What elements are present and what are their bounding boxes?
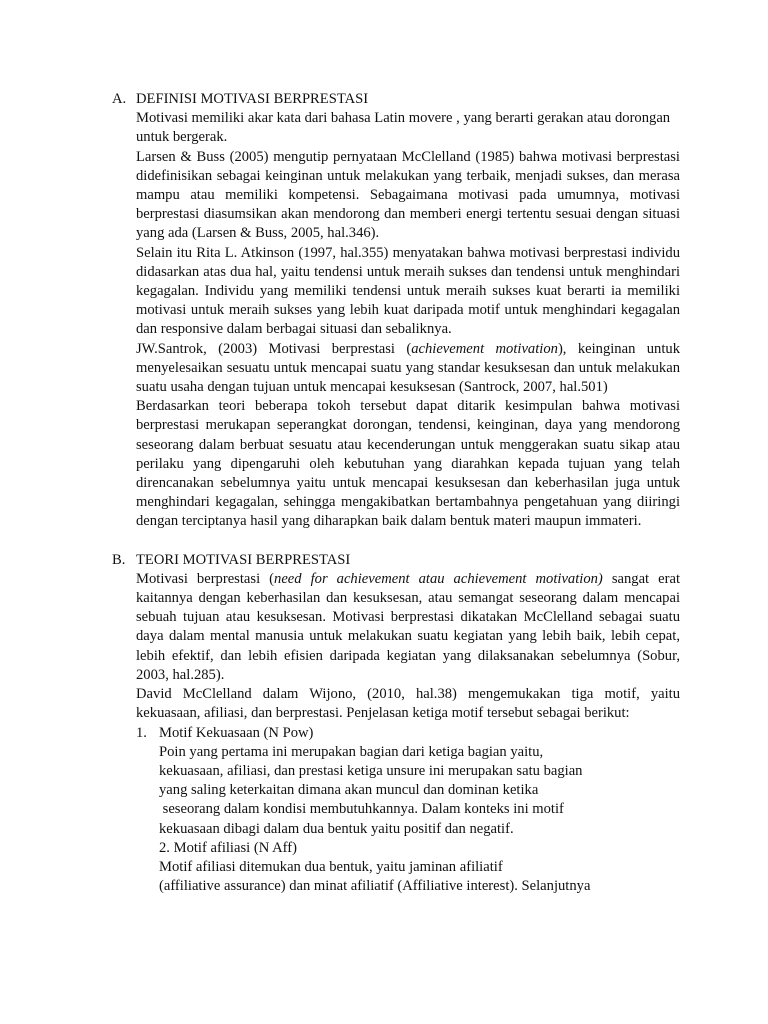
section-a-paragraph-1: Motivasi memiliki akar kata dari bahasa Latin movere , yang berarti gerakan atau dorongan untuk bergerak. [136,110,671,146]
list-item-1-title: Motif Kekuasaan (N Pow) [159,724,314,741]
section-b-paragraph-2: David McClelland dalam Wijono, (2010, hal.38) mengemukakan tiga motif, yaitu kekuasaan, afiliasi, dan berprestasi. Penjelasan ketiga motif tersebut sebagai berikut: [136,686,680,722]
list-item-2-body [159,858,680,896]
section-b-paragraph-1 [136,570,680,685]
p4-text-before: JW.Santrok, (2003) Motivasi berprestasi ( [136,340,412,357]
p4-text-after: ), keinginan untuk menyelesaikan sesuatu untuk mencapai suatu yang standar kesuksesan dan untuk melakukan suatu usaha dengan tujuan untuk mencapai kesuksesan (Santrock, 2007, hal.501) [136,340,680,396]
section-a-title: DEFINISI MOTIVASI BERPRESTASI [136,91,369,107]
section-b-title: TEORI MOTIVASI BERPRESTASI [136,551,351,568]
section-a-paragraph-3: Selain itu Rita L. Atkinson (1997, hal.355) menyatakan bahwa motivasi berprestasi individu didasarkan atas dua hal, yaitu tendensi untuk meraih sukses dan tendensi untuk menghindari kegagalan. Individu yang memiliki tendensi untuk meraih sukses kuat berarti ia memiliki motivasi untuk meraih sukses yang lebih kuat daripada motif untuk menghindari kegagalan dan responsive dalam berbagai situasi dan sebaliknya. [136,244,680,338]
p4-italic-term: achievement motivation [411,340,558,357]
section-a-body [136,109,680,531]
item1-line-1: Poin yang pertama ini merupakan bagian dari ketiga bagian yaitu, [159,743,544,760]
b-p1-italic-term: need for achievement atau achievement motivation) [274,570,603,587]
section-a-paragraph-2: Larsen & Buss (2005) mengutip pernyataan McClelland (1985) bahwa motivasi berprestasi didefinisikan sebagai keinginan untuk melakukan yang terbaik, menjadi sukses, dan merasa mampu atau memiliki kompetensi. Sebagaimana motivasi pada umumnya, motivasi berprestasi diasumsikan akan mendorong dan memberi energi tertentu sesuai dengan situasi yang ada (Larsen & Buss, 2005, hal.346). [136,148,680,242]
item2-line-2: (affiliative assurance) dan minat afiliatif (Affiliative interest). Selanjutnya [159,878,591,895]
section-a-heading [112,90,680,109]
item1-line-2: kekuasaan, afiliasi, dan prestasi ketiga unsure ini merupakan satu bagian [159,762,583,779]
section-spacer [112,532,680,551]
list-item-1-number: 1. [136,724,147,741]
b-p1-text-before: Motivasi berprestasi ( [136,570,275,587]
item1-line-4: seseorang dalam kondisi membutuhkannya. Dalam konteks ini motif [159,801,564,818]
item1-line-5: kekuasaan dibagi dalam dua bentuk yaitu positif dan negatif. [159,820,514,837]
section-a-letter: A. [112,91,127,107]
item1-line-3: yang saling keterkaitan dimana akan muncul dan dominan ketika [159,782,539,799]
list-item-2-title: 2. Motif afiliasi (N Aff) [159,839,297,856]
b-p1-text-after: sangat erat kaitannya dengan keberhasilan dan kesuksesan, atau semangat seseorang dalam mencapai sebuah tujuan atau kesuksesan. Motivasi berprestasi dikatakan McClelland sebagai suatu daya dalam mental manusia untuk melakukan suatu kegiatan yang lebih baik, lebih cepat, lebih efektif, dan lebih efisien daripada kegiatan yang dilaksanakan sebelumnya (Sobur, 2003, hal.285). [136,570,680,683]
list-item-1 [136,724,680,743]
item2-line-1: Motif afiliasi ditemukan dua bentuk, yaitu jaminan afiliatif [159,858,503,875]
section-b-heading [112,551,680,570]
section-a-paragraph-5: Berdasarkan teori beberapa tokoh tersebut dapat ditarik kesimpulan bahwa motivasi berprestasi merukapan seperangkat dorongan, tendensi, keinginan, daya yang mendorong seseorang dalam berbuat sesuatu atau kecenderungan untuk menggerakan suatu sikap atau perilaku yang dipengaruhi oleh kebutuhan yang diarahkan kepada tujuan yang telah direncanakan sebelumnya yaitu untuk mencapai kesuksesan dan keberhasilan juga untuk menghindari kegagalan, sehingga mengakibatkan bertambahnya pengetahuan yang diiringi dengan terciptanya hasil yang diharapkan baik dalam bentuk materi maupun immateri. [136,398,680,530]
document-content [112,90,680,896]
section-a-paragraph-4 [136,340,680,398]
section-b-body [136,570,680,896]
section-b-letter: B. [112,551,126,568]
list-item-1-body [159,743,680,839]
